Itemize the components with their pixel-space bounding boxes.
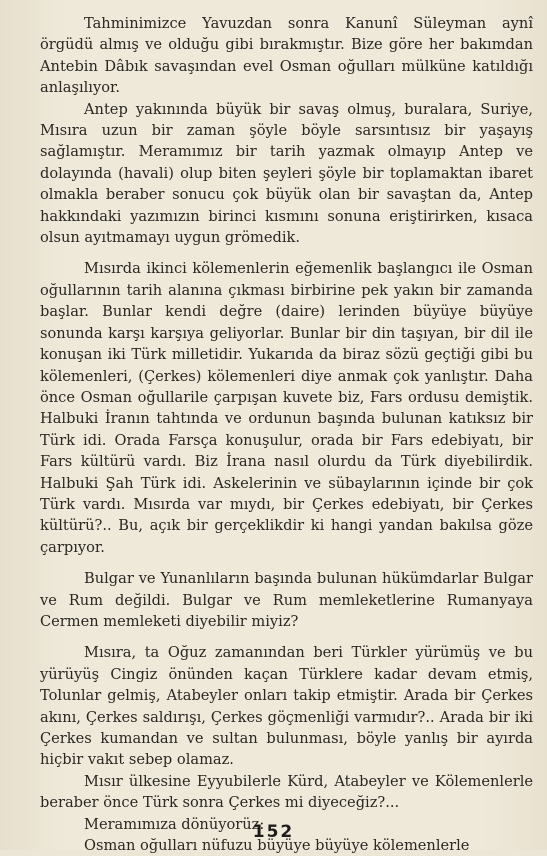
- paragraph: Osman oğulları nüfuzu büyüye büyüye kölemenlerle: [84, 837, 470, 855]
- page-body: [40, 13, 533, 856]
- paragraph: Antep yakınında büyük bir savaş olmuş, buralara, Suriye, Mısıra uzun bir zaman şöyle böyle sarsıntısız bir yaşayış sağlamıştır. Meramımız bir tarih yazmak olmayıp Antep ve dolayında (havali) olup biten şeyleri şöyle bir toplamaktan ibaret olmakla beraber sonucu çok büyük olan bir savaştan da, Antep hakkındaki yazımızın birinci kısmını sonuna eriştirirken, kısaca olsun ayıtmamayı uygun grömedik.: [40, 100, 533, 247]
- page-number: 152: [252, 822, 295, 842]
- paragraph: Mısır ülkesine Eyyubilerle Kürd, Atabeyler ve Kölemenlerle beraber önce Türk sonra Çerkes mi diyeceğiz?...: [40, 772, 533, 812]
- paragraph: Bulgar ve Yunanlıların başında bulunan hükümdarlar Bulgar ve Rum değildi. Bulgar ve Rum memleketlerine Rumanyaya Cermen memleketi diyebilir miyiz?: [40, 570, 533, 630]
- paragraph: Mısırda ikinci kölemenlerin eğemenlik başlangıcı ile Osman oğullarının tarih alanına çıkması birbirine pek yakın bir zamanda başlar. Bunlar kendi değre (daire) lerinden büyüye büyüye sonunda karşı karşıya geliyorlar. Bunlar bir din taşıyan, bir dil ile konuşan iki Türk milletidir. Yukarıda da biraz sözü geçtiği gibi bu kölemenleri, (Çerkes) kölemenleri diye anmak çok yanlıştır. Daha önce Osman oğullarile çarpışan kuvete biz, Fars ordusu demiştik. Halbuki İranın tahtında ve ordunun başında bulunan katıksız bir Türk idi. Orada Farsça konuşulur, orada bir Fars edebiyatı, bir Fars kültürü vardı. Biz İrana nasıl olurdu da Türk diyebilirdik. Halbuki Şah Türk idi. Askelerinin ve sübaylarının içinde bir çok Türk vardı. Mısırda var mıydı, bir Çerkes edebiyatı, bir Çerkes kültürü?.. Bu, açık bir gerçeklikdir ki hangi yandan bakılsa göze çarpıyor.: [40, 260, 533, 556]
- paragraph: Mısıra, ta Oğuz zamanından beri Türkler yürümüş ve bu yürüyüş Cingiz önünden kaçan Türklere kadar devam etmiş, Tolunlar gelmiş, Atabeyler onları takip etmiştir. Arada bir Çerkes akını, Çerkes saldırışı, Çerkes göçmenliği varmıdır?.. Arada bir iki Çerkes kumandan ve sultan bulunması, böyle yanlış bir ayırda hiçbir vakıt sebep olamaz.: [40, 644, 533, 769]
- paragraph: Meramımıza dönüyorüz:: [84, 815, 265, 833]
- paragraph: Tahminimizce Yavuzdan sonra Kanunî Süleyman aynî örgüdü almış ve olduğu gibi bırakmıştır. Bize göre her bakımdan Antebin Dâbık savaşından evel Osman oğulları mülküne katıldığı anlaşılıyor.: [40, 15, 533, 97]
